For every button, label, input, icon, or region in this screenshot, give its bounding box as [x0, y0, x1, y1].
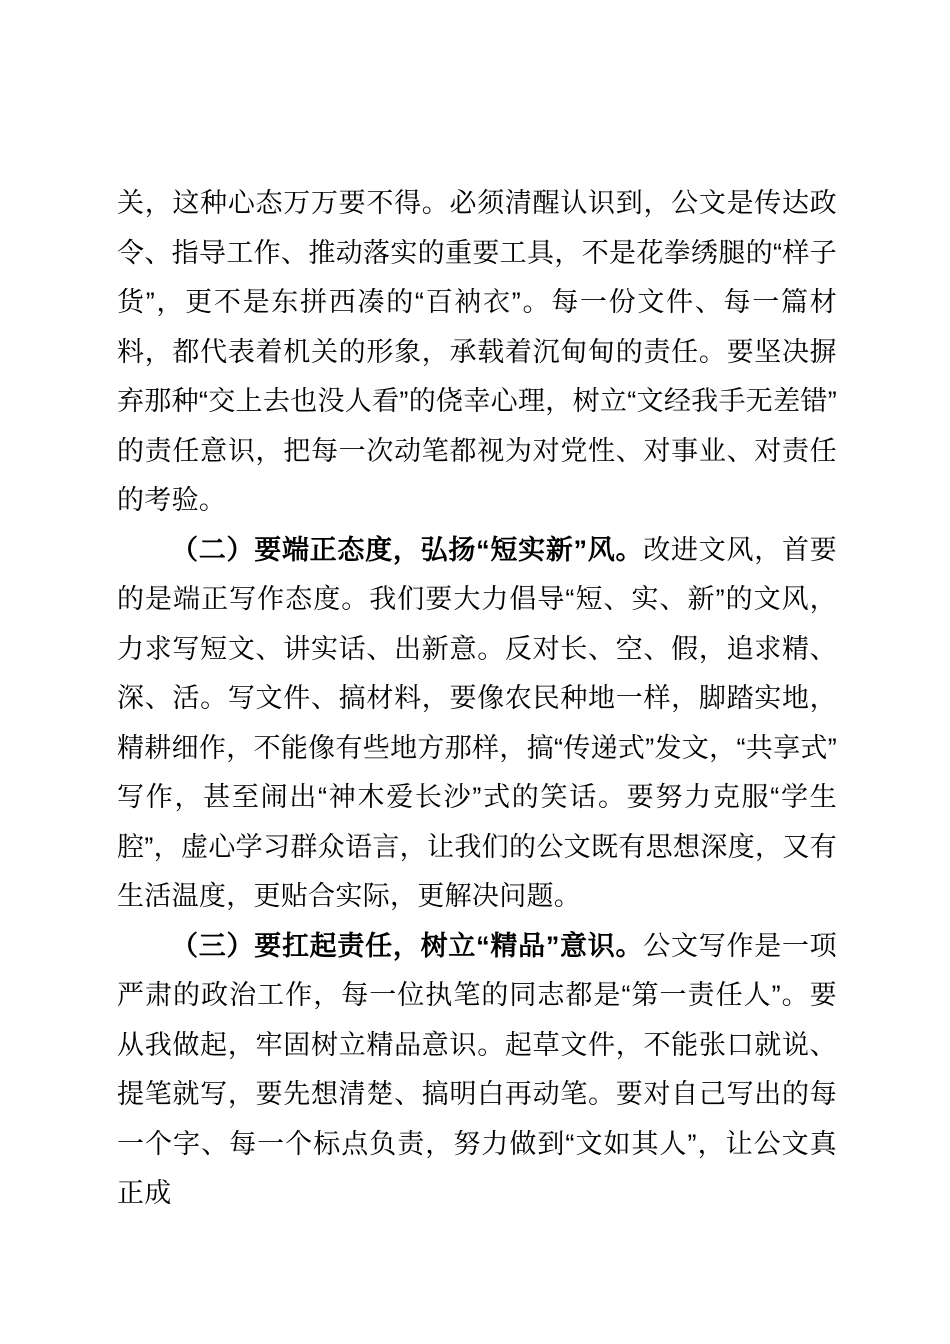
paragraph: [117, 179, 837, 526]
paragraph-heading: （三）要扛起责任，树立“精品”意识。: [171, 930, 644, 961]
paragraph-heading: （二）要端正态度，弘扬“短实新”风。: [171, 534, 644, 565]
paragraph: [117, 922, 837, 1219]
paragraph-text: 公文写作是一项严肃的政治工作，每一位执笔的同志都是“第一责任人”。要从我做起，牢固树立精品意识。起草文件，不能张口就说、提笔就写，要先想清楚、搞明白再动笔。要对自己写出的每一个字、每一个标点负责，努力做到“文如其人”，让公文真正成: [117, 930, 837, 1208]
paragraph-text: 关，这种心态万万要不得。必须清醒认识到，公文是传达政令、指导工作、推动落实的重要工具，不是花拳绣腿的“样子货”，更不是东拼西凑的“百衲衣”。每一份文件、每一篇材料，都代表着机关的形象，承载着沉甸甸的责任。要坚决摒弃那种“交上去也没人看”的侥幸心理，树立“文经我手无差错”的责任意识，把每一次动笔都视为对党性、对事业、对责任的考验。: [117, 188, 837, 515]
paragraph: [117, 526, 837, 922]
paragraph-text: 改进文风，首要的是端正写作态度。我们要大力倡导“短、实、新”的文风，力求写短文、讲实话、出新意。反对长、空、假，追求精、深、活。写文件、搞材料，要像农民种地一样，脚踏实地，精耕细作，不能像有些地方那样，搞“传递式”发文，“共享式”写作，甚至闹出“神木爱长沙”式的笑话。要努力克服“学生腔”，虚心学习群众语言，让我们的公文既有思想深度，又有生活温度，更贴合实际，更解决问题。: [117, 534, 837, 911]
